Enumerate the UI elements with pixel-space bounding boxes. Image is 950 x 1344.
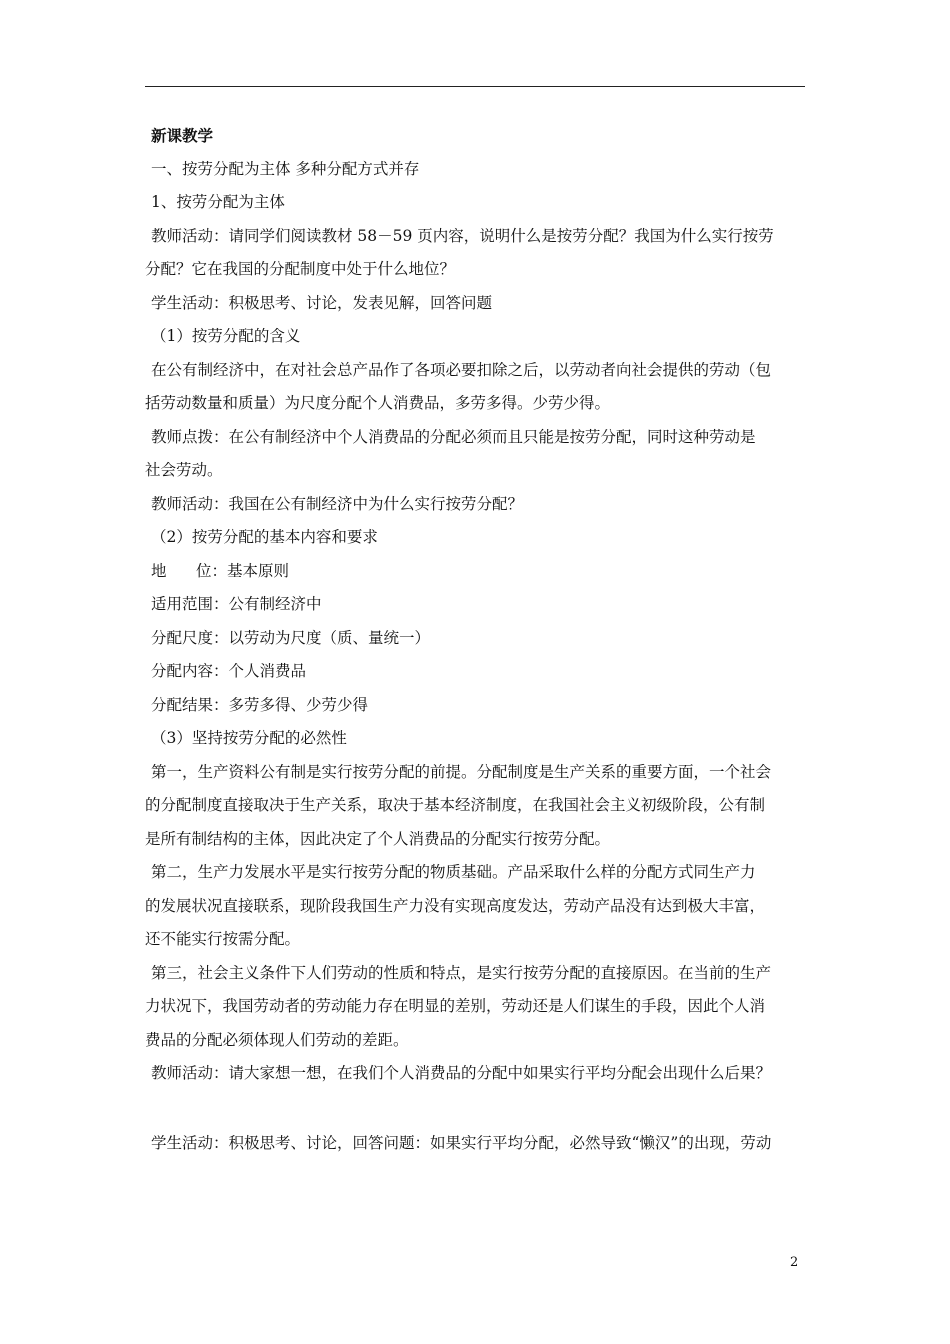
paragraph-line: 分配尺度：以劳动为尺度（质、量统一）	[151, 628, 431, 647]
paragraph-line: 的发展状况直接联系，现阶段我国生产力没有实现高度发达，劳动产品没有达到极大丰富，	[145, 896, 766, 915]
paragraph-line: 第二，生产力发展水平是实行按劳分配的物质基础。产品采取什么样的分配方式同生产力	[151, 863, 756, 881]
paragraph-line: 第一，生产资料公有制是实行按劳分配的前提。分配制度是生产关系的重要方面，一个社会	[151, 762, 772, 781]
paragraph-line: 分配结果：多劳多得、少劳少得	[151, 695, 369, 714]
paragraph-line: 分配？它在我国的分配制度中处于什么地位？	[145, 260, 456, 278]
paragraph-line: 是所有制结构的主体，因此决定了个人消费品的分配实行按劳分配。	[145, 829, 611, 848]
paragraph-gap	[145, 1091, 810, 1127]
paragraph-line: 还不能实行按需分配。	[145, 930, 301, 948]
paragraph-line: 教师点拨：在公有制经济中个人消费品的分配必须而且只能是按劳分配，同时这种劳动是	[151, 427, 756, 446]
paragraph-line: 的分配制度直接取决于生产关系，取决于基本经济制度，在我国社会主义初级阶段，公有制	[145, 796, 766, 814]
paragraph-line: 学生活动：积极思考、讨论，回答问题：如果实行平均分配，必然导致“懒汉”的出现，劳动	[151, 1133, 772, 1152]
paragraph-line: 教师活动：请同学们阅读教材 58－59 页内容，说明什么是按劳分配？我国为什么实行按劳	[151, 226, 774, 245]
paragraph-line: 社会劳动。	[145, 461, 223, 479]
paragraph-line: 括劳动数量和质量）为尺度分配个人消费品，多劳多得。少劳少得。	[145, 394, 611, 412]
paragraph-line: 力状况下，我国劳动者的劳动能力存在明显的差别，劳动还是人们谋生的手段，因此个人消	[145, 997, 766, 1015]
paragraph-line: 教师活动：请大家想一想，在我们个人消费品的分配中如果实行平均分配会出现什么后果？	[151, 1064, 772, 1082]
paragraph-line: （2）按劳分配的基本内容和要求	[151, 528, 378, 546]
paragraph-line: 费品的分配必须体现人们劳动的差距。	[145, 1030, 409, 1049]
paragraph-line: 地 位：基本原则	[151, 561, 290, 580]
paragraph-line: 在公有制经济中，在对社会总产品作了各项必要扣除之后，以劳动者向社会提供的劳动（包	[151, 360, 772, 379]
paragraph-line: 分配内容：个人消费品	[151, 662, 307, 680]
paragraph-line: 1、按劳分配为主体	[151, 193, 285, 211]
header-rule	[145, 86, 805, 87]
section-heading: 新课教学	[151, 126, 214, 145]
document-body	[145, 119, 810, 1160]
paragraph-line: 教师活动：我国在公有制经济中为什么实行按劳分配？	[151, 494, 524, 513]
paragraph-line: （1）按劳分配的含义	[151, 327, 301, 345]
paragraph-line: 第三，社会主义条件下人们劳动的性质和特点，是实行按劳分配的直接原因。在当前的生产	[151, 963, 772, 982]
paragraph-line: （3）坚持按劳分配的必然性	[151, 729, 347, 747]
paragraph-line: 学生活动：积极思考、讨论，发表见解，回答问题	[151, 293, 493, 312]
paragraph-line: 适用范围：公有制经济中	[151, 595, 322, 613]
page-number: 2	[790, 1255, 799, 1270]
paragraph-line: 一、按劳分配为主体 多种分配方式并存	[151, 159, 420, 178]
